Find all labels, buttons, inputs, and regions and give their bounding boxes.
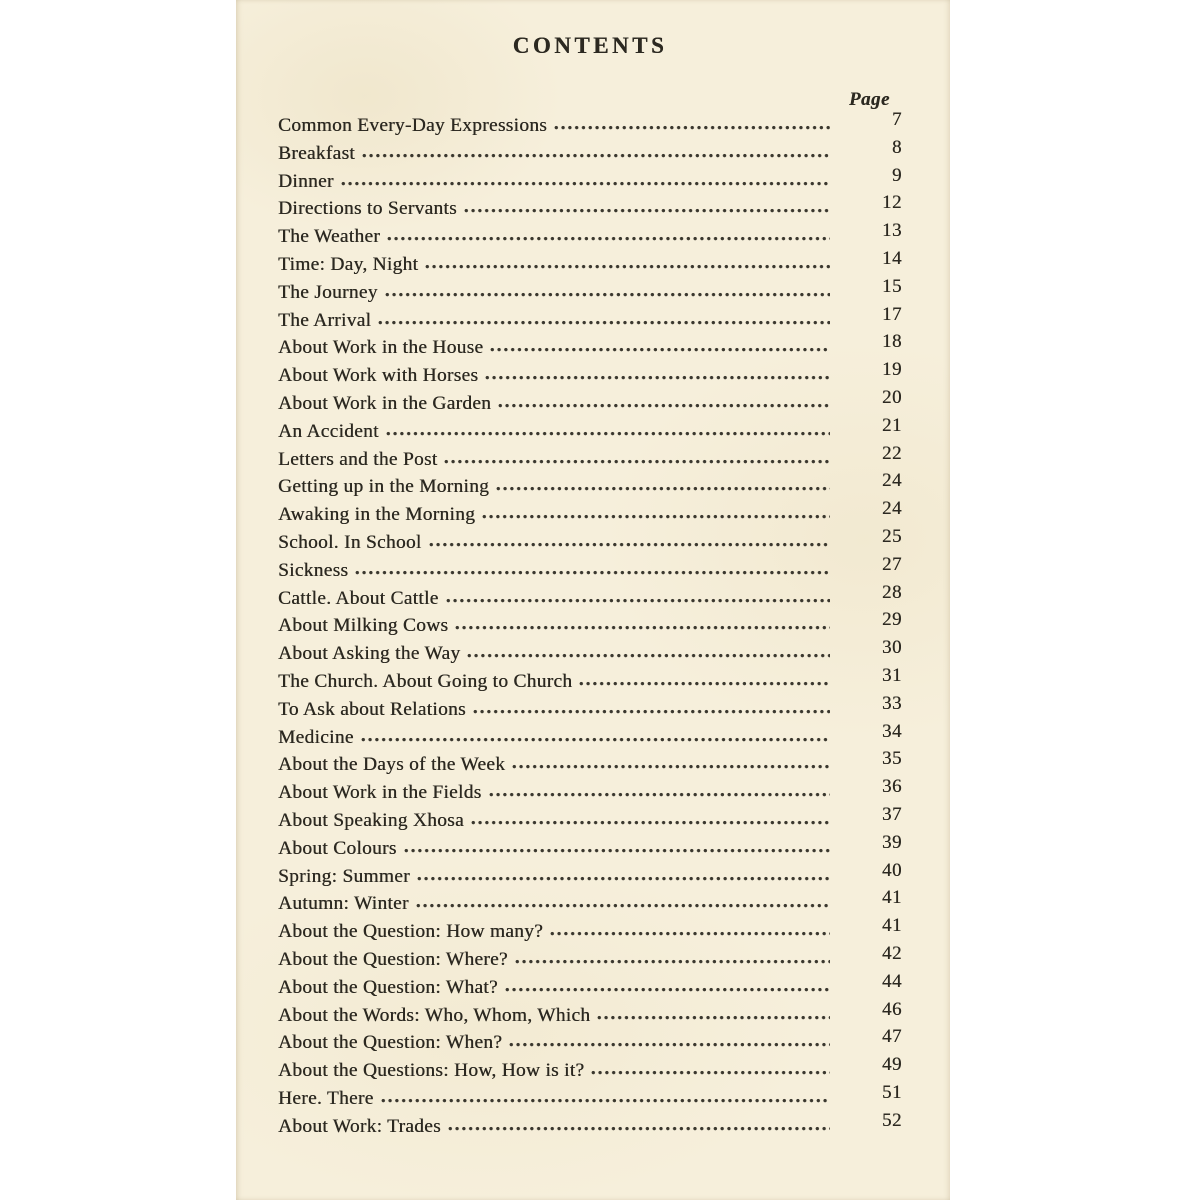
toc-entry-row xyxy=(278,192,902,227)
toc-entry-row xyxy=(278,915,902,950)
dot-leader xyxy=(467,653,830,659)
toc-entry-page-number: 33 xyxy=(882,692,902,714)
toc-entry-page-number: 7 xyxy=(892,109,902,130)
toc-entry-title: The Arrival xyxy=(278,309,372,331)
dot-leader xyxy=(509,1042,830,1048)
toc-entry-row xyxy=(278,664,902,700)
toc-entry-page-number: 14 xyxy=(882,247,902,269)
toc-entry-title: About the Question: When? xyxy=(278,1032,503,1054)
toc-entry-row xyxy=(278,720,902,756)
toc-entry-title: About the Days of the Week xyxy=(278,754,506,776)
dot-leader xyxy=(381,1098,830,1104)
dot-leader xyxy=(455,625,830,631)
toc-entry-row xyxy=(278,998,902,1034)
dot-leader xyxy=(597,1015,830,1021)
dot-leader xyxy=(490,347,830,353)
toc-entry-page-number: 41 xyxy=(882,887,902,909)
dot-leader xyxy=(512,764,830,770)
dot-leader xyxy=(404,848,830,854)
toc-entry-page-number: 36 xyxy=(882,776,902,798)
toc-entry-row xyxy=(278,1054,902,1089)
toc-entry-page-number: 21 xyxy=(882,414,902,436)
table-of-contents xyxy=(278,109,902,1144)
toc-entry-row xyxy=(278,859,902,895)
toc-entry-row xyxy=(278,303,902,339)
toc-entry-page-number: 13 xyxy=(882,220,902,242)
dot-leader xyxy=(554,125,830,131)
toc-entry-page-number: 41 xyxy=(882,915,902,937)
toc-entry-row xyxy=(278,247,902,283)
toc-entry-row xyxy=(278,498,902,533)
dot-leader xyxy=(417,876,830,882)
toc-entry-title: Common Every-Day Expressions xyxy=(278,115,548,136)
toc-entry-row xyxy=(278,692,902,728)
toc-entry-row xyxy=(278,970,902,1006)
toc-entry-row xyxy=(278,386,902,422)
toc-entry-title: Sickness xyxy=(278,559,349,581)
toc-entry-title: The Church. About Going to Church xyxy=(278,670,573,692)
dot-leader xyxy=(446,598,830,604)
toc-entry-title: About Work with Horses xyxy=(278,365,479,387)
contents-heading: CONTENTS xyxy=(512,33,668,58)
toc-entry-page-number: 17 xyxy=(882,303,902,325)
toc-entry-page-number: 31 xyxy=(882,664,902,686)
toc-entry-page-number: 52 xyxy=(882,1109,902,1131)
toc-entry-title: About Asking the Way xyxy=(278,643,461,665)
toc-entry-title: Cattle. About Cattle xyxy=(278,587,439,609)
toc-entry-title: The Weather xyxy=(278,226,381,248)
toc-entry-title: Spring: Summer xyxy=(278,865,410,887)
toc-entry-page-number: 49 xyxy=(882,1054,902,1076)
toc-entry-page-number: 51 xyxy=(882,1081,902,1103)
toc-entry-page-number: 19 xyxy=(882,359,902,381)
toc-entry-row xyxy=(278,942,902,978)
toc-entry-title: About the Words: Who, Whom, Which xyxy=(278,1004,591,1026)
dot-leader xyxy=(448,1126,830,1132)
toc-entry-row xyxy=(278,609,902,644)
toc-entry-row xyxy=(278,1026,902,1061)
toc-entry-page-number: 28 xyxy=(882,581,902,603)
toc-entry-page-number: 12 xyxy=(882,192,902,214)
toc-entry-title: About Milking Cows xyxy=(278,615,449,637)
toc-entry-title: Getting up in the Morning xyxy=(278,476,490,498)
dot-leader xyxy=(387,236,830,242)
toc-entry-page-number: 30 xyxy=(882,637,902,659)
toc-entry-page-number: 20 xyxy=(882,386,902,408)
dot-leader xyxy=(496,486,830,492)
dot-leader xyxy=(385,292,830,298)
toc-entry-title: About Work in the House xyxy=(278,337,484,359)
toc-entry-row xyxy=(278,637,902,672)
toc-entry-page-number: 25 xyxy=(882,525,902,547)
toc-entry-title: About the Question: How many? xyxy=(278,921,544,943)
toc-entry-page-number: 37 xyxy=(882,803,902,825)
toc-entry-row xyxy=(278,164,902,200)
toc-entry-page-number: 27 xyxy=(882,553,902,575)
book-page xyxy=(236,0,950,1200)
toc-entry-title: About Colours xyxy=(278,837,397,859)
toc-entry-page-number: 46 xyxy=(882,998,902,1020)
dot-leader xyxy=(591,1070,830,1076)
dot-leader xyxy=(362,153,830,159)
dot-leader xyxy=(386,431,830,437)
toc-entry-title: Time: Day, Night xyxy=(278,253,419,275)
toc-entry-title: About Work in the Fields xyxy=(278,782,482,804)
dot-leader xyxy=(471,820,830,826)
toc-entry-title: Letters and the Post xyxy=(278,448,438,470)
toc-entry-page-number: 9 xyxy=(892,164,902,186)
dot-leader xyxy=(579,681,830,687)
toc-entry-title: About the Question: What? xyxy=(278,976,498,998)
toc-entry-title: About Speaking Xhosa xyxy=(278,809,464,831)
dot-leader xyxy=(416,903,830,909)
toc-entry-row xyxy=(278,275,902,311)
toc-entry-page-number: 22 xyxy=(882,442,902,464)
toc-entry-row xyxy=(278,776,902,811)
toc-entry-page-number: 40 xyxy=(882,859,902,881)
dot-leader xyxy=(355,570,830,576)
dot-leader xyxy=(444,459,830,465)
toc-entry-title: To Ask about Relations xyxy=(278,698,466,720)
toc-entry-row xyxy=(278,442,902,478)
toc-entry-title: About the Questions: How, How is it? xyxy=(278,1060,585,1082)
toc-entry-row xyxy=(278,887,902,922)
toc-entry-row xyxy=(278,331,902,366)
toc-entry-title: Directions to Servants xyxy=(278,198,457,220)
toc-entry-page-number: 24 xyxy=(882,498,902,520)
toc-entry-title: Awaking in the Morning xyxy=(278,504,476,526)
toc-entry-title: About the Question: Where? xyxy=(278,948,508,970)
toc-entry-page-number: 44 xyxy=(882,970,902,992)
toc-entry-row xyxy=(278,831,902,867)
toc-entry-page-number: 29 xyxy=(882,609,902,631)
toc-entry-row xyxy=(278,1109,902,1145)
toc-entry-row xyxy=(278,1081,902,1117)
toc-entry-title: Medicine xyxy=(278,726,354,748)
toc-entry-title: Dinner xyxy=(278,170,334,192)
dot-leader xyxy=(341,181,830,187)
toc-entry-row xyxy=(278,220,902,255)
toc-entry-row xyxy=(278,803,902,839)
toc-entry-title: The Journey xyxy=(278,281,378,303)
toc-entry-title: About Work: Trades xyxy=(278,1115,441,1137)
toc-entry-title: Here. There xyxy=(278,1087,374,1109)
toc-entry-page-number: 18 xyxy=(882,331,902,353)
dot-leader xyxy=(425,264,830,270)
dot-leader xyxy=(482,514,830,520)
toc-entry-page-number: 8 xyxy=(892,136,902,158)
dot-leader xyxy=(473,709,830,715)
toc-entry-title: Breakfast xyxy=(278,142,355,164)
dot-leader xyxy=(429,542,830,548)
toc-entry-row xyxy=(278,553,902,589)
toc-entry-page-number: 47 xyxy=(882,1026,902,1048)
toc-entry-page-number: 15 xyxy=(882,275,902,297)
toc-entry-row xyxy=(278,359,902,394)
dot-leader xyxy=(515,959,830,965)
dot-leader xyxy=(489,792,831,798)
toc-entry-row xyxy=(278,525,902,561)
toc-entry-row xyxy=(278,581,902,617)
toc-entry-title: About Work in the Garden xyxy=(278,392,492,414)
toc-entry-page-number: 34 xyxy=(882,720,902,742)
dot-leader xyxy=(498,403,830,409)
toc-entry-title: Autumn: Winter xyxy=(278,893,409,915)
toc-entry-page-number: 35 xyxy=(882,748,902,770)
dot-leader xyxy=(464,208,830,214)
toc-entry-page-number: 39 xyxy=(882,831,902,853)
dot-leader xyxy=(550,931,830,937)
dot-leader xyxy=(485,375,830,381)
toc-entry-row xyxy=(278,470,902,505)
toc-entry-row xyxy=(278,109,902,144)
toc-entry-title: An Accident xyxy=(278,420,379,442)
dot-leader xyxy=(361,737,830,743)
page-column-label: Page xyxy=(848,89,890,110)
toc-entry-title: School. In School xyxy=(278,531,422,553)
dot-leader xyxy=(505,987,830,993)
toc-entry-row xyxy=(278,414,902,450)
toc-entry-page-number: 24 xyxy=(882,470,902,492)
toc-entry-row xyxy=(278,748,902,783)
toc-entry-page-number: 42 xyxy=(882,942,902,964)
toc-entry-row xyxy=(278,136,902,172)
dot-leader xyxy=(378,320,830,326)
